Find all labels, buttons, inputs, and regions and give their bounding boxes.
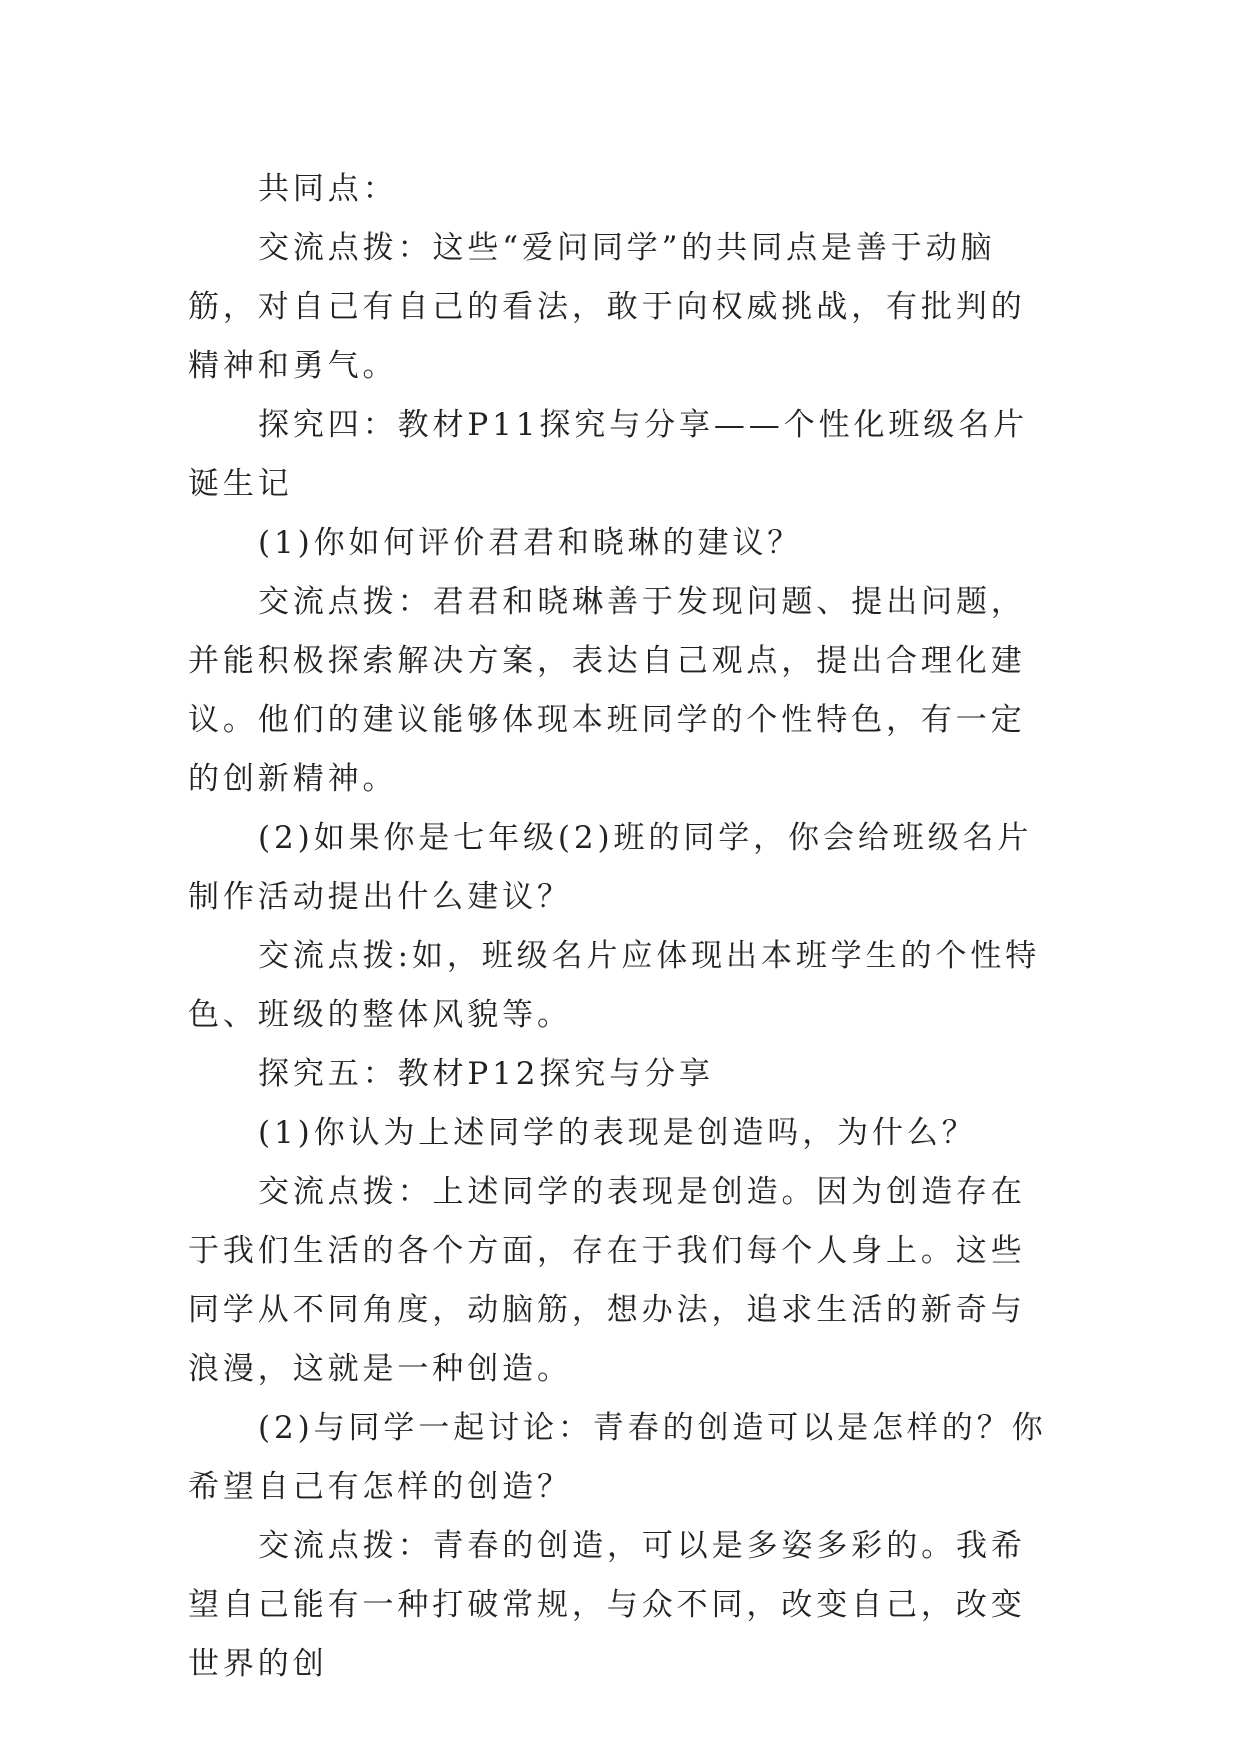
- paragraph-answer-4: 交流点拨：青春的创造，可以是多姿多彩的。我希望自己能有一种打破常规，与众不同，改变自己，改变世界的创: [188, 1528, 1026, 1682]
- paragraph-inquiry-four-heading: 探究四：教材P11探究与分享——个性化班级名片诞生记: [188, 407, 1029, 502]
- paragraph-question-1: (1)你如何评价君君和晓琳的建议？: [258, 525, 803, 561]
- paragraph-inquiry-five-heading: 探究五：教材P12探究与分享: [258, 1056, 714, 1092]
- paragraph-answer-3: 交流点拨：上述同学的表现是创造。因为创造存在于我们生活的各个方面，存在于我们每个人身上。这些同学从不同角度，动脑筋，想办法，追求生活的新奇与浪漫，这就是一种创造。: [188, 1174, 1026, 1387]
- paragraph-question-4: (2)与同学一起讨论：青春的创造可以是怎样的？你希望自己有怎样的创造？: [188, 1410, 1047, 1505]
- paragraph-common-points-heading: 共同点：: [258, 171, 398, 207]
- paragraph-answer-1: 交流点拨：君君和晓琳善于发现问题、提出问题，并能积极探索解决方案，表达自己观点，提出合理化建议。他们的建议能够体现本班同学的个性特色，有一定的创新精神。: [188, 584, 1026, 797]
- document-body: [188, 160, 1050, 1694]
- paragraph-common-points-answer: 交流点拨：这些“爱问同学”的共同点是善于动脑筋，对自己有自己的看法，敢于向权威挑战，有批判的精神和勇气。: [188, 230, 1026, 384]
- paragraph-question-2: (2)如果你是七年级(2)班的同学，你会给班级名片制作活动提出什么建议？: [188, 820, 1033, 915]
- paragraph-question-3: (1)你认为上述同学的表现是创造吗，为什么？: [258, 1115, 977, 1151]
- paragraph-answer-2: 交流点拨:如，班级名片应体现出本班学生的个性特色、班级的整体风貌等。: [188, 938, 1041, 1033]
